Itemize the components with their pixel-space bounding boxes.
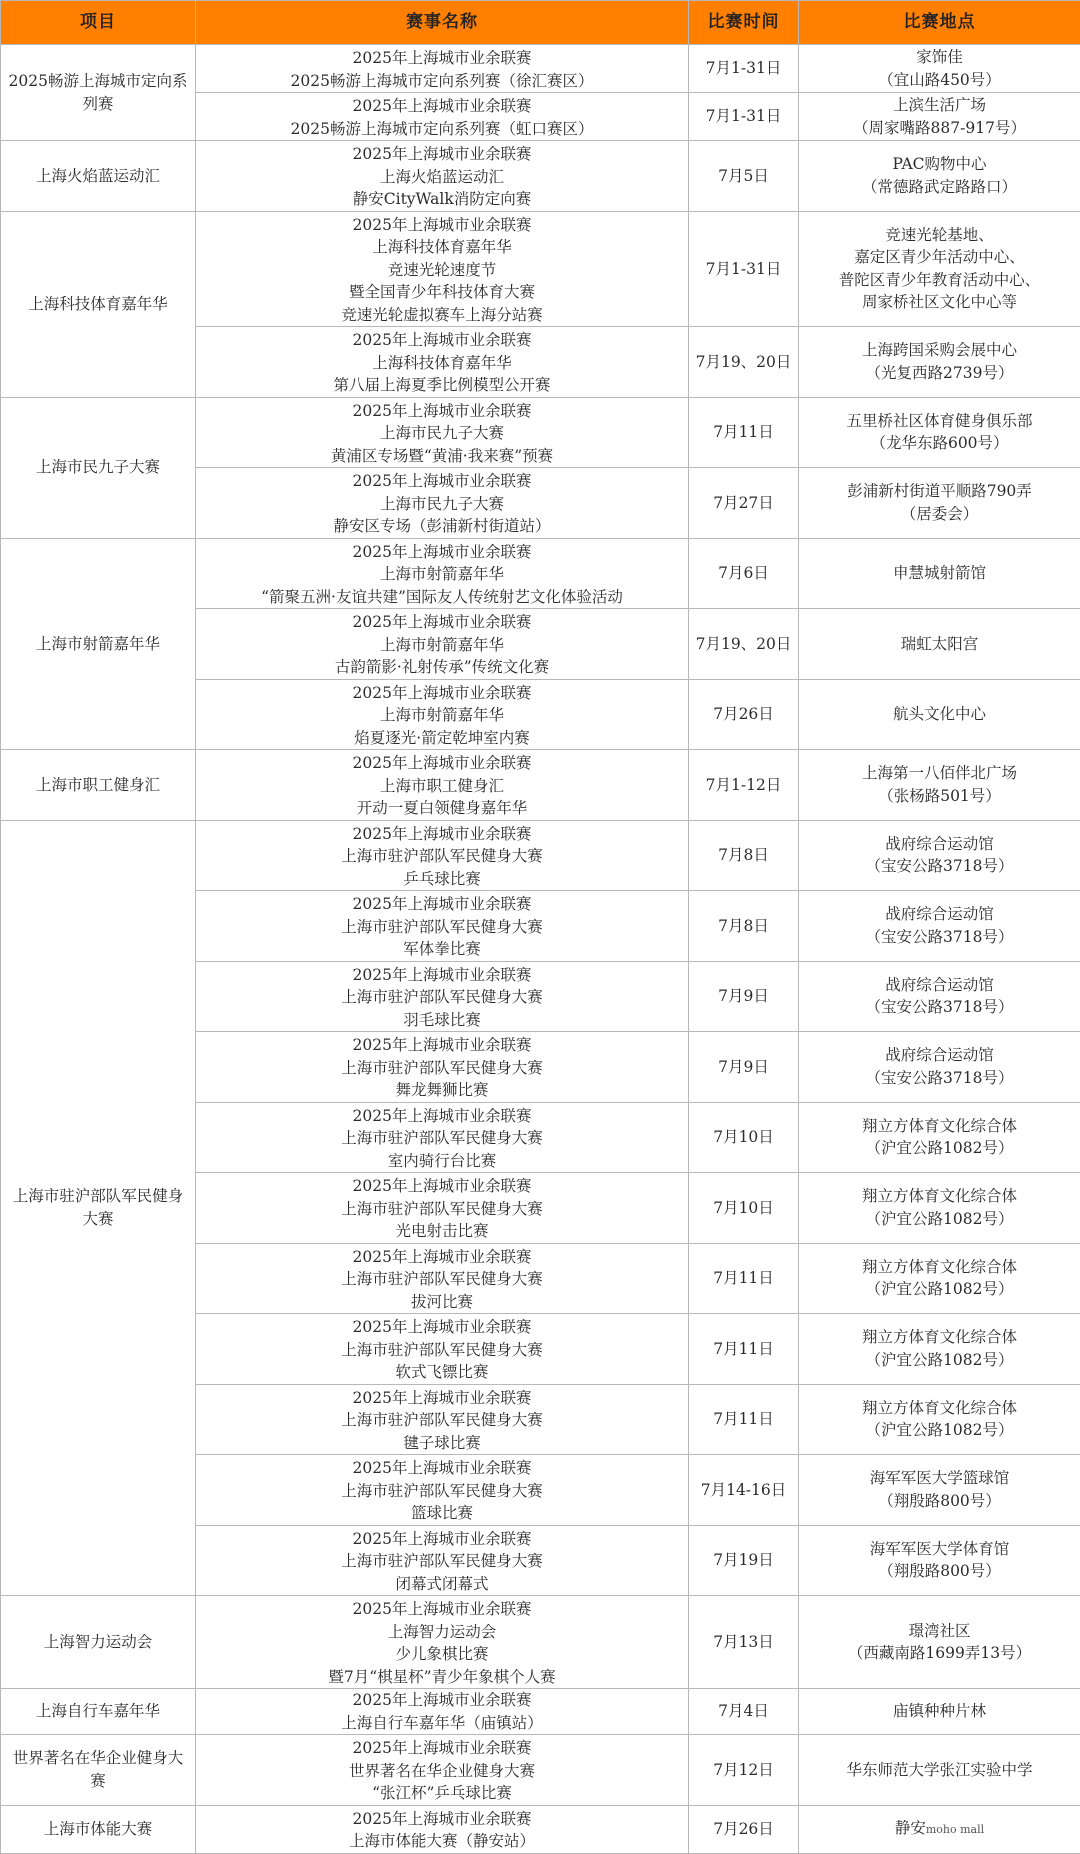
event-cell: 2025年上海城市业余联赛 上海市驻沪部队军民健身大赛 拔河比赛 <box>196 1243 689 1314</box>
table-row <box>1 820 1080 891</box>
venue-cell <box>799 1805 1080 1853</box>
event-cell: 2025年上海城市业余联赛 上海市驻沪部队军民健身大赛 舞龙舞狮比赛 <box>196 1032 689 1103</box>
venue-cell: 华东师范大学张江实验中学 <box>799 1735 1080 1806</box>
table-row <box>1 750 1080 821</box>
event-cell: 2025年上海城市业余联赛 2025畅游上海城市定向系列赛（徐汇赛区） <box>196 45 689 93</box>
date-cell: 7月8日 <box>689 820 799 891</box>
project-cell: 2025畅游上海城市定向系列赛 <box>1 45 196 141</box>
event-cell: 2025年上海城市业余联赛 上海市驻沪部队军民健身大赛 篮球比赛 <box>196 1455 689 1526</box>
event-cell: 2025年上海城市业余联赛 上海自行车嘉年华（庙镇站） <box>196 1689 689 1735</box>
venue-suffix: moho mall <box>926 1823 984 1836</box>
event-cell: 2025年上海城市业余联赛 上海市驻沪部队军民健身大赛 羽毛球比赛 <box>196 961 689 1032</box>
venue-cell: 翔立方体育文化综合体 （沪宜公路1082号） <box>799 1243 1080 1314</box>
event-cell: 2025年上海城市业余联赛 上海科技体育嘉年华 第八届上海夏季比例模型公开赛 <box>196 327 689 398</box>
date-cell: 7月10日 <box>689 1102 799 1173</box>
event-cell: 2025年上海城市业余联赛 2025畅游上海城市定向系列赛（虹口赛区） <box>196 93 689 141</box>
venue-cell: 上海跨国采购会展中心 （光复西路2739号） <box>799 327 1080 398</box>
event-cell: 2025年上海城市业余联赛 上海市驻沪部队军民健身大赛 毽子球比赛 <box>196 1384 689 1455</box>
project-cell: 上海市射箭嘉年华 <box>1 538 196 750</box>
event-cell: 2025年上海城市业余联赛 上海市射箭嘉年华 古韵箭影·礼射传承”传统文化赛 <box>196 609 689 680</box>
venue-cell: 五里桥社区体育健身俱乐部 （龙华东路600号） <box>799 397 1080 468</box>
table-row <box>1 1596 1080 1689</box>
project-cell: 上海市体能大赛 <box>1 1805 196 1853</box>
date-cell: 7月19、20日 <box>689 609 799 680</box>
table-row <box>1 1805 1080 1853</box>
event-cell: 2025年上海城市业余联赛 上海市射箭嘉年华 “箭聚五洲·友谊共建”国际友人传统射艺文化体验活动 <box>196 538 689 609</box>
venue-cell: 翔立方体育文化综合体 （沪宜公路1082号） <box>799 1173 1080 1244</box>
venue-cell: 璟湾社区 （西藏南路1699弄13号） <box>799 1596 1080 1689</box>
event-cell: 2025年上海城市业余联赛 上海火焰蓝运动汇 静安CityWalk消防定向赛 <box>196 141 689 212</box>
date-cell: 7月8日 <box>689 891 799 962</box>
venue-cell: 翔立方体育文化综合体 （沪宜公路1082号） <box>799 1102 1080 1173</box>
header-event: 赛事名称 <box>196 1 689 45</box>
date-cell: 7月11日 <box>689 397 799 468</box>
date-cell: 7月9日 <box>689 961 799 1032</box>
table-row <box>1 141 1080 212</box>
date-cell: 7月6日 <box>689 538 799 609</box>
venue-text: 静安 <box>895 1819 926 1837</box>
project-cell: 上海市民九子大赛 <box>1 397 196 538</box>
venue-cell: 战府综合运动馆 （宝安公路3718号） <box>799 1032 1080 1103</box>
table-row <box>1 1689 1080 1735</box>
venue-cell: 庙镇种种片林 <box>799 1689 1080 1735</box>
project-cell: 上海智力运动会 <box>1 1596 196 1689</box>
date-cell: 7月27日 <box>689 468 799 539</box>
table-row <box>1 538 1080 609</box>
table-row <box>1 211 1080 327</box>
table-row <box>1 1735 1080 1806</box>
date-cell: 7月12日 <box>689 1735 799 1806</box>
event-cell: 2025年上海城市业余联赛 上海市驻沪部队军民健身大赛 室内骑行台比赛 <box>196 1102 689 1173</box>
event-cell: 2025年上海城市业余联赛 上海市射箭嘉年华 焰夏逐光·箭定乾坤室内赛 <box>196 679 689 750</box>
event-cell: 2025年上海城市业余联赛 上海市驻沪部队军民健身大赛 软式飞镖比赛 <box>196 1314 689 1385</box>
venue-cell: 战府综合运动馆 （宝安公路3718号） <box>799 961 1080 1032</box>
venue-cell: 彭浦新村街道平顺路790弄 （居委会） <box>799 468 1080 539</box>
venue-cell: 竞速光轮基地、 嘉定区青少年活动中心、 普陀区青少年教育活动中心、 周家桥社区文化中心等 <box>799 211 1080 327</box>
venue-cell: 海军军医大学体育馆 （翔殷路800号） <box>799 1525 1080 1596</box>
date-cell: 7月10日 <box>689 1173 799 1244</box>
venue-cell: 翔立方体育文化综合体 （沪宜公路1082号） <box>799 1314 1080 1385</box>
venue-cell: 瑞虹太阳宫 <box>799 609 1080 680</box>
project-cell: 上海自行车嘉年华 <box>1 1689 196 1735</box>
date-cell: 7月13日 <box>689 1596 799 1689</box>
event-cell: 2025年上海城市业余联赛 上海市驻沪部队军民健身大赛 乒乓球比赛 <box>196 820 689 891</box>
date-cell: 7月26日 <box>689 679 799 750</box>
header-date: 比赛时间 <box>689 1 799 45</box>
venue-cell: 上滨生活广场 （周家嘴路887-917号） <box>799 93 1080 141</box>
date-cell: 7月1-12日 <box>689 750 799 821</box>
table-row <box>1 45 1080 93</box>
event-cell: 2025年上海城市业余联赛 世界著名在华企业健身大赛 “张江杯”乒乓球比赛 <box>196 1735 689 1806</box>
date-cell: 7月26日 <box>689 1805 799 1853</box>
date-cell: 7月11日 <box>689 1243 799 1314</box>
event-cell: 2025年上海城市业余联赛 上海市驻沪部队军民健身大赛 光电射击比赛 <box>196 1173 689 1244</box>
project-cell: 上海科技体育嘉年华 <box>1 211 196 397</box>
project-cell: 上海火焰蓝运动汇 <box>1 141 196 212</box>
project-cell: 世界著名在华企业健身大赛 <box>1 1735 196 1806</box>
venue-cell: 上海第一八佰伴北广场 （张杨路501号） <box>799 750 1080 821</box>
venue-cell: 战府综合运动馆 （宝安公路3718号） <box>799 820 1080 891</box>
venue-cell: 家饰佳 （宜山路450号） <box>799 45 1080 93</box>
event-cell: 2025年上海城市业余联赛 上海市驻沪部队军民健身大赛 军体拳比赛 <box>196 891 689 962</box>
venue-cell: 海军军医大学篮球馆 （翔殷路800号） <box>799 1455 1080 1526</box>
venue-cell: 航头文化中心 <box>799 679 1080 750</box>
date-cell: 7月1-31日 <box>689 45 799 93</box>
date-cell: 7月19、20日 <box>689 327 799 398</box>
venue-cell: 战府综合运动馆 （宝安公路3718号） <box>799 891 1080 962</box>
project-cell: 上海市驻沪部队军民健身大赛 <box>1 820 196 1596</box>
event-cell: 2025年上海城市业余联赛 上海市职工健身汇 开动一夏白领健身嘉年华 <box>196 750 689 821</box>
event-cell: 2025年上海城市业余联赛 上海市体能大赛（静安站） <box>196 1805 689 1853</box>
project-cell: 上海市职工健身汇 <box>1 750 196 821</box>
event-cell: 2025年上海城市业余联赛 上海智力运动会 少儿象棋比赛 暨7月“棋星杯”青少年象棋个人赛 <box>196 1596 689 1689</box>
table-row <box>1 397 1080 468</box>
event-cell: 2025年上海城市业余联赛 上海科技体育嘉年华 竞速光轮速度节 暨全国青少年科技体育大赛 竞速光轮虚拟赛车上海分站赛 <box>196 211 689 327</box>
date-cell: 7月1-31日 <box>689 211 799 327</box>
event-cell: 2025年上海城市业余联赛 上海市民九子大赛 静安区专场（彭浦新村街道站） <box>196 468 689 539</box>
date-cell: 7月11日 <box>689 1314 799 1385</box>
header-venue: 比赛地点 <box>799 1 1080 45</box>
header-row <box>1 1 1080 45</box>
venue-cell: PAC购物中心 （常德路武定路路口） <box>799 141 1080 212</box>
event-cell: 2025年上海城市业余联赛 上海市民九子大赛 黄浦区专场暨“黄浦·我来赛”预赛 <box>196 397 689 468</box>
date-cell: 7月5日 <box>689 141 799 212</box>
date-cell: 7月9日 <box>689 1032 799 1103</box>
date-cell: 7月19日 <box>689 1525 799 1596</box>
venue-cell: 翔立方体育文化综合体 （沪宜公路1082号） <box>799 1384 1080 1455</box>
event-cell: 2025年上海城市业余联赛 上海市驻沪部队军民健身大赛 闭幕式闭幕式 <box>196 1525 689 1596</box>
date-cell: 7月14-16日 <box>689 1455 799 1526</box>
header-project: 项目 <box>1 1 196 45</box>
date-cell: 7月1-31日 <box>689 93 799 141</box>
venue-cell: 申慧城射箭馆 <box>799 538 1080 609</box>
date-cell: 7月4日 <box>689 1689 799 1735</box>
date-cell: 7月11日 <box>689 1384 799 1455</box>
